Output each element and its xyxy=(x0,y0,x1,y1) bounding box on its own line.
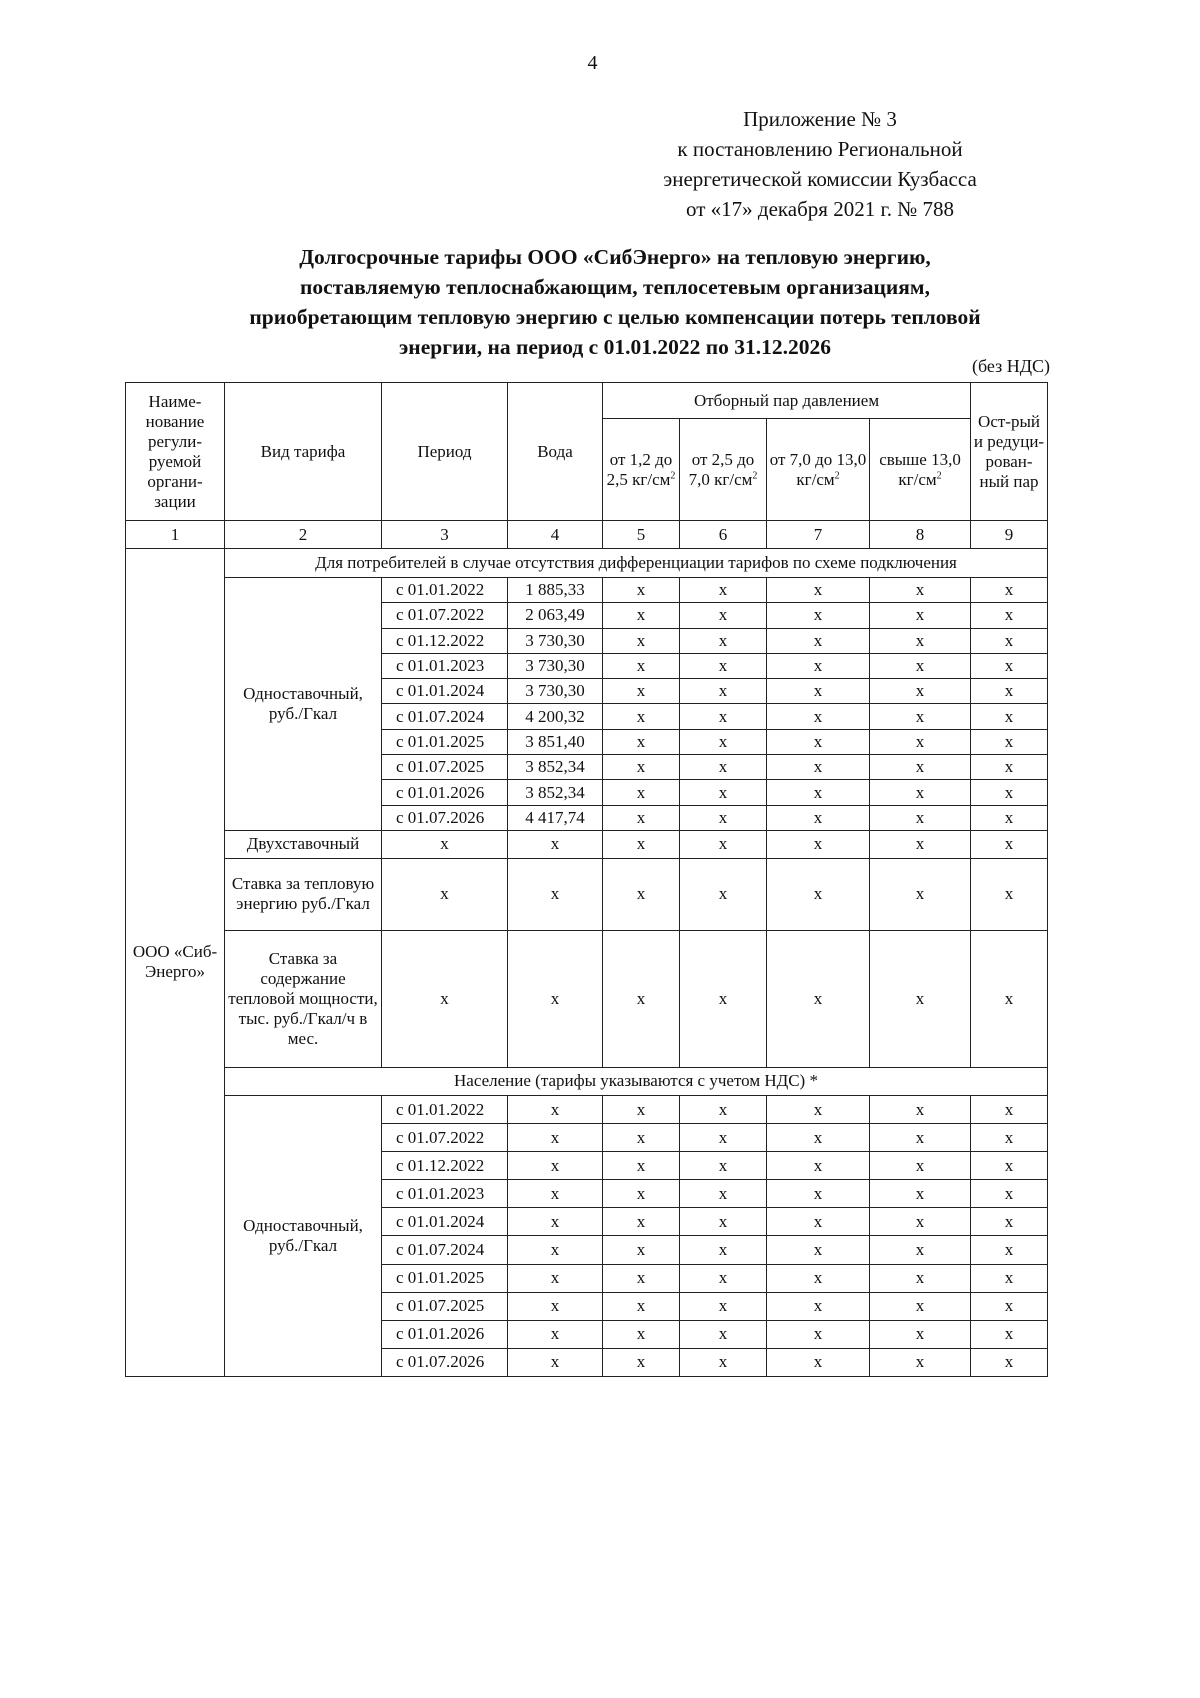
period-cell: с 01.01.2023 xyxy=(382,1180,508,1208)
steam-cell: x xyxy=(680,1292,767,1320)
title-line: приобретающим тепловую энергию с целью компенсации потерь тепловой xyxy=(249,305,981,329)
title-line: Долгосрочные тарифы ООО «СибЭнерго» на тепловую энергию, xyxy=(299,245,931,269)
steam-cell: x xyxy=(971,679,1048,704)
steam-cell: x xyxy=(767,704,870,729)
value-cell: x xyxy=(971,930,1048,1067)
period-cell: с 01.07.2025 xyxy=(382,1292,508,1320)
water-cell: x xyxy=(508,1180,603,1208)
steam-cell: x xyxy=(767,1152,870,1180)
period-cell: с 01.12.2022 xyxy=(382,1152,508,1180)
value-cell: x xyxy=(603,858,680,930)
steam-cell: x xyxy=(603,578,680,603)
period-cell: с 01.07.2025 xyxy=(382,755,508,780)
steam-cell: x xyxy=(971,1095,1048,1123)
period-cell: с 01.07.2024 xyxy=(382,1236,508,1264)
column-number: 1 xyxy=(126,521,225,549)
steam-cell: x xyxy=(870,805,971,830)
steam-cell: x xyxy=(767,1208,870,1236)
steam-cell: x xyxy=(767,1348,870,1376)
value-cell: x xyxy=(870,858,971,930)
value-cell: x xyxy=(680,930,767,1067)
steam-cell: x xyxy=(971,628,1048,653)
steam-cell: x xyxy=(870,704,971,729)
steam-cell: x xyxy=(971,729,1048,754)
steam-cell: x xyxy=(870,1236,971,1264)
steam-cell: x xyxy=(971,1124,1048,1152)
period-cell: с 01.12.2022 xyxy=(382,628,508,653)
period-cell: с 01.07.2026 xyxy=(382,1348,508,1376)
period-cell: с 01.07.2022 xyxy=(382,603,508,628)
steam-cell: x xyxy=(870,1152,971,1180)
vat-note: (без НДС) xyxy=(971,356,1050,376)
water-cell: x xyxy=(508,1124,603,1152)
steam-cell: x xyxy=(971,805,1048,830)
steam-cell: x xyxy=(870,1208,971,1236)
title-line: поставляемую теплоснабжающим, теплосетевым организациям, xyxy=(300,275,930,299)
water-cell: 3 852,34 xyxy=(508,780,603,805)
header-steam-2: от 2,5 до 7,0 $кг/см^2$ xyxy=(680,419,767,521)
steam-cell: x xyxy=(603,805,680,830)
water-cell: 3 730,30 xyxy=(508,628,603,653)
period-cell: с 01.01.2022 xyxy=(382,1095,508,1123)
header-period: Период xyxy=(382,383,508,521)
steam-cell: x xyxy=(603,1348,680,1376)
section-title: Для потребителей в случае отсутствия дифференциации тарифов по схеме подключения xyxy=(225,549,1048,578)
steam-cell: x xyxy=(603,679,680,704)
value-cell: x xyxy=(680,830,767,858)
column-number: 6 xyxy=(680,521,767,549)
column-number: 4 xyxy=(508,521,603,549)
steam-cell: x xyxy=(870,578,971,603)
steam-cell: x xyxy=(971,1180,1048,1208)
value-cell: x xyxy=(382,830,508,858)
header-tariff-type: Вид тарифа xyxy=(225,383,382,521)
steam-cell: x xyxy=(603,1208,680,1236)
value-cell: x xyxy=(508,830,603,858)
tariff-table xyxy=(125,382,1048,1377)
steam-cell: x xyxy=(971,653,1048,678)
header-steam-1: от 1,2 до 2,5 $кг/см^2$ xyxy=(603,419,680,521)
period-cell: с 01.01.2025 xyxy=(382,729,508,754)
appendix-line: Приложение № 3 xyxy=(743,107,897,131)
steam-cell: x xyxy=(870,603,971,628)
steam-cell: x xyxy=(680,1348,767,1376)
water-cell: x xyxy=(508,1264,603,1292)
steam-cell: x xyxy=(870,1348,971,1376)
steam-cell: x xyxy=(767,755,870,780)
steam-cell: x xyxy=(680,603,767,628)
water-cell: 3 852,34 xyxy=(508,755,603,780)
water-cell: 3 730,30 xyxy=(508,653,603,678)
steam-cell: x xyxy=(603,780,680,805)
steam-cell: x xyxy=(680,1095,767,1123)
steam-cell: x xyxy=(767,653,870,678)
header-water: Вода xyxy=(508,383,603,521)
steam-cell: x xyxy=(971,603,1048,628)
value-cell: x xyxy=(971,858,1048,930)
value-cell: x xyxy=(971,830,1048,858)
value-cell: x xyxy=(603,830,680,858)
steam-cell: x xyxy=(603,603,680,628)
steam-cell: x xyxy=(680,1208,767,1236)
steam-cell: x xyxy=(680,1264,767,1292)
period-cell: с 01.01.2023 xyxy=(382,653,508,678)
steam-cell: x xyxy=(971,1264,1048,1292)
steam-cell: x xyxy=(680,1124,767,1152)
steam-cell: x xyxy=(680,1236,767,1264)
value-cell: x xyxy=(508,930,603,1067)
steam-cell: x xyxy=(971,704,1048,729)
period-cell: с 01.01.2024 xyxy=(382,1208,508,1236)
table-row xyxy=(126,1067,1048,1095)
column-number: 2 xyxy=(225,521,382,549)
column-number: 8 xyxy=(870,521,971,549)
water-cell: x xyxy=(508,1348,603,1376)
appendix-line: от «17» декабря 2021 г. № 788 xyxy=(686,197,954,221)
steam-cell: x xyxy=(680,704,767,729)
tariff-type-cell: Двухставочный xyxy=(225,830,382,858)
steam-cell: x xyxy=(680,1320,767,1348)
header-org: Наиме-нование регули-руемой органи-зации xyxy=(126,383,225,521)
water-cell: x xyxy=(508,1095,603,1123)
column-number: 5 xyxy=(603,521,680,549)
steam-cell: x xyxy=(767,679,870,704)
steam-cell: x xyxy=(971,1292,1048,1320)
steam-cell: x xyxy=(680,1180,767,1208)
period-cell: с 01.07.2024 xyxy=(382,704,508,729)
value-cell: x xyxy=(870,930,971,1067)
steam-cell: x xyxy=(971,1236,1048,1264)
steam-cell: x xyxy=(870,1292,971,1320)
steam-cell: x xyxy=(870,780,971,805)
steam-cell: x xyxy=(603,1264,680,1292)
steam-cell: x xyxy=(870,1320,971,1348)
steam-cell: x xyxy=(603,1180,680,1208)
steam-cell: x xyxy=(971,1320,1048,1348)
section-title: Население (тарифы указываются с учетом НДС) * xyxy=(225,1067,1048,1095)
steam-cell: x xyxy=(767,780,870,805)
steam-cell: x xyxy=(870,1124,971,1152)
steam-cell: x xyxy=(971,1348,1048,1376)
header-steam-3: от 7,0 до 13,0 $кг/см^2$ xyxy=(767,419,870,521)
steam-cell: x xyxy=(971,578,1048,603)
steam-cell: x xyxy=(971,1152,1048,1180)
steam-cell: x xyxy=(767,1180,870,1208)
steam-cell: x xyxy=(870,1264,971,1292)
water-cell: 1 885,33 xyxy=(508,578,603,603)
steam-cell: x xyxy=(767,1236,870,1264)
steam-cell: x xyxy=(603,1320,680,1348)
period-cell: с 01.07.2022 xyxy=(382,1124,508,1152)
header-steam-4: свыше 13,0 $кг/см^2$ xyxy=(870,419,971,521)
water-cell: 3 851,40 xyxy=(508,729,603,754)
value-cell: x xyxy=(382,858,508,930)
steam-cell: x xyxy=(767,1320,870,1348)
title-line: энергии, на период с 01.01.2022 по 31.12.2026 xyxy=(399,335,831,359)
appendix-line: энергетической комиссии Кузбасса xyxy=(663,167,977,191)
appendix-block xyxy=(560,104,1080,224)
column-number: 9 xyxy=(971,521,1048,549)
steam-cell: x xyxy=(767,1292,870,1320)
header-sharp-steam: Ост-рый и редуци-рован-ный пар xyxy=(971,383,1048,521)
steam-cell: x xyxy=(767,1095,870,1123)
tariff-type-cell: Ставка за тепловую энергию руб./Гкал xyxy=(225,858,382,930)
table-row xyxy=(126,1095,1048,1123)
tariff-type-cell: Одноставочный, руб./Гкал xyxy=(225,1095,382,1376)
value-cell: x xyxy=(603,930,680,1067)
steam-cell: x xyxy=(680,755,767,780)
steam-cell: x xyxy=(680,679,767,704)
column-number: 3 xyxy=(382,521,508,549)
steam-cell: x xyxy=(680,1152,767,1180)
steam-cell: x xyxy=(603,704,680,729)
steam-cell: x xyxy=(870,1180,971,1208)
page-number: 4 xyxy=(587,52,598,74)
value-cell: x xyxy=(767,830,870,858)
steam-cell: x xyxy=(870,628,971,653)
steam-cell: x xyxy=(767,628,870,653)
steam-cell: x xyxy=(603,628,680,653)
steam-cell: x xyxy=(603,755,680,780)
table-row xyxy=(126,830,1048,858)
steam-cell: x xyxy=(767,1264,870,1292)
period-cell: с 01.01.2026 xyxy=(382,780,508,805)
water-cell: 2 063,49 xyxy=(508,603,603,628)
steam-cell: x xyxy=(603,729,680,754)
steam-cell: x xyxy=(971,780,1048,805)
steam-cell: x xyxy=(870,679,971,704)
steam-cell: x xyxy=(680,780,767,805)
steam-cell: x xyxy=(603,653,680,678)
water-cell: x xyxy=(508,1208,603,1236)
steam-cell: x xyxy=(971,755,1048,780)
header-steam-group: Отборный пар давлением xyxy=(603,383,971,419)
steam-cell: x xyxy=(603,1095,680,1123)
steam-cell: x xyxy=(680,653,767,678)
steam-cell: x xyxy=(680,729,767,754)
tariff-type-cell: Ставка за содержание тепловой мощности, тыс. руб./Гкал/ч в мес. xyxy=(225,930,382,1067)
steam-cell: x xyxy=(767,578,870,603)
steam-cell: x xyxy=(870,653,971,678)
steam-cell: x xyxy=(767,603,870,628)
steam-cell: x xyxy=(680,628,767,653)
period-cell: с 01.01.2026 xyxy=(382,1320,508,1348)
steam-cell: x xyxy=(870,755,971,780)
steam-cell: x xyxy=(870,729,971,754)
value-cell: x xyxy=(767,858,870,930)
column-number: 7 xyxy=(767,521,870,549)
steam-cell: x xyxy=(971,1208,1048,1236)
table-row xyxy=(126,930,1048,1067)
table-row xyxy=(126,549,1048,578)
value-cell: x xyxy=(508,858,603,930)
steam-cell: x xyxy=(767,729,870,754)
water-cell: 4 200,32 xyxy=(508,704,603,729)
document-title xyxy=(120,242,1110,362)
value-cell: x xyxy=(680,858,767,930)
table-row xyxy=(126,578,1048,603)
period-cell: с 01.01.2022 xyxy=(382,578,508,603)
appendix-line: к постановлению Региональной xyxy=(677,137,963,161)
steam-cell: x xyxy=(603,1236,680,1264)
water-cell: 3 730,30 xyxy=(508,679,603,704)
water-cell: x xyxy=(508,1236,603,1264)
steam-cell: x xyxy=(870,1095,971,1123)
value-cell: x xyxy=(870,830,971,858)
value-cell: x xyxy=(767,930,870,1067)
value-cell: x xyxy=(382,930,508,1067)
steam-cell: x xyxy=(603,1292,680,1320)
steam-cell: x xyxy=(767,805,870,830)
water-cell: x xyxy=(508,1292,603,1320)
steam-cell: x xyxy=(680,805,767,830)
period-cell: с 01.01.2025 xyxy=(382,1264,508,1292)
water-cell: x xyxy=(508,1320,603,1348)
steam-cell: x xyxy=(767,1124,870,1152)
water-cell: x xyxy=(508,1152,603,1180)
steam-cell: x xyxy=(680,578,767,603)
period-cell: с 01.01.2024 xyxy=(382,679,508,704)
steam-cell: x xyxy=(603,1152,680,1180)
tariff-type-cell: Одноставочный, руб./Гкал xyxy=(225,578,382,831)
org-name-cell: ООО «Сиб-Энерго» xyxy=(126,549,225,1377)
table-row xyxy=(126,858,1048,930)
steam-cell: x xyxy=(603,1124,680,1152)
period-cell: с 01.07.2026 xyxy=(382,805,508,830)
water-cell: 4 417,74 xyxy=(508,805,603,830)
